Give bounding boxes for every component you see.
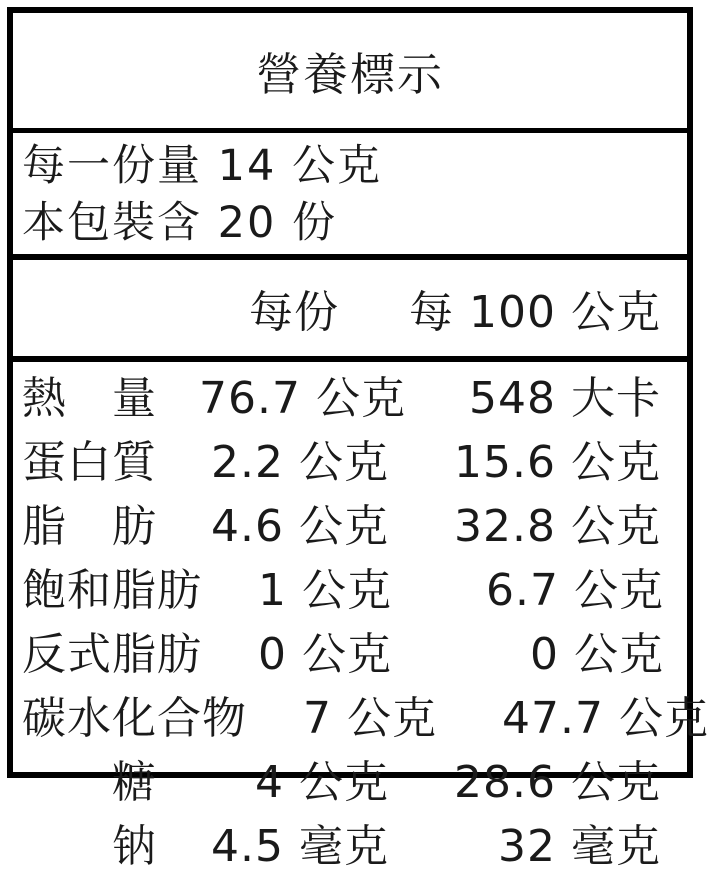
per-serving-column-header: 每份 — [249, 287, 339, 338]
nutrient-name: 糖 — [22, 757, 157, 808]
nutrient-row-sugar — [13, 746, 687, 810]
per-serving-value: 4 公克 — [255, 757, 389, 808]
servings-per-package-line: 本包裝含 20 份 — [22, 198, 338, 248]
per-100g-value: 6.7 公克 — [486, 565, 664, 616]
serving-info-section — [13, 133, 687, 254]
label-title: 營養標示 — [255, 48, 444, 101]
per-serving-value: 2.2 公克 — [211, 437, 389, 488]
per-100g-value: 0 公克 — [530, 629, 664, 680]
per-100g-value: 15.6 公克 — [454, 437, 661, 488]
nutrient-name: 反式脂肪 — [22, 629, 202, 680]
nutrient-row-trans-fat — [13, 618, 687, 682]
label-title-section — [13, 13, 687, 128]
nutrient-name: 蛋白質 — [22, 437, 157, 488]
nutrient-row-saturated-fat — [13, 554, 687, 618]
per-100g-value: 32 毫克 — [498, 821, 661, 872]
per-serving-value: 7 公克 — [303, 693, 437, 744]
nutrient-name: 钠 — [22, 821, 157, 872]
column-header-row — [13, 276, 687, 340]
nutrient-row-calories — [13, 362, 687, 426]
serving-size-line: 每一份量 14 公克 — [22, 141, 383, 191]
per-100g-value: 28.6 公克 — [454, 757, 661, 808]
per-serving-value: 4.6 公克 — [211, 501, 389, 552]
per-100g-value: 548 大卡 — [469, 373, 661, 424]
per-100g-value: 32.8 公克 — [454, 501, 661, 552]
per-serving-value: 4.5 毫克 — [211, 821, 389, 872]
nutrient-row-fat — [13, 490, 687, 554]
per-serving-value: 76.7 公克 — [199, 373, 406, 424]
nutrient-row-carbohydrate — [13, 682, 709, 746]
column-header-section — [13, 260, 687, 356]
nutrient-name: 碳水化合物 — [22, 693, 247, 744]
nutrient-table — [13, 362, 709, 874]
nutrient-row-protein — [13, 426, 687, 490]
nutrient-row-sodium — [13, 810, 687, 874]
per-serving-value: 1 公克 — [258, 565, 392, 616]
nutrition-label — [7, 7, 709, 872]
per-100g-column-header: 每 100 公克 — [409, 287, 661, 338]
nutrient-name: 脂 肪 — [22, 501, 157, 552]
nutrient-name: 飽和脂肪 — [22, 565, 202, 616]
nutrient-name: 熱 量 — [22, 373, 157, 424]
per-100g-value: 47.7 公克 — [502, 693, 709, 744]
per-serving-value: 0 公克 — [258, 629, 392, 680]
